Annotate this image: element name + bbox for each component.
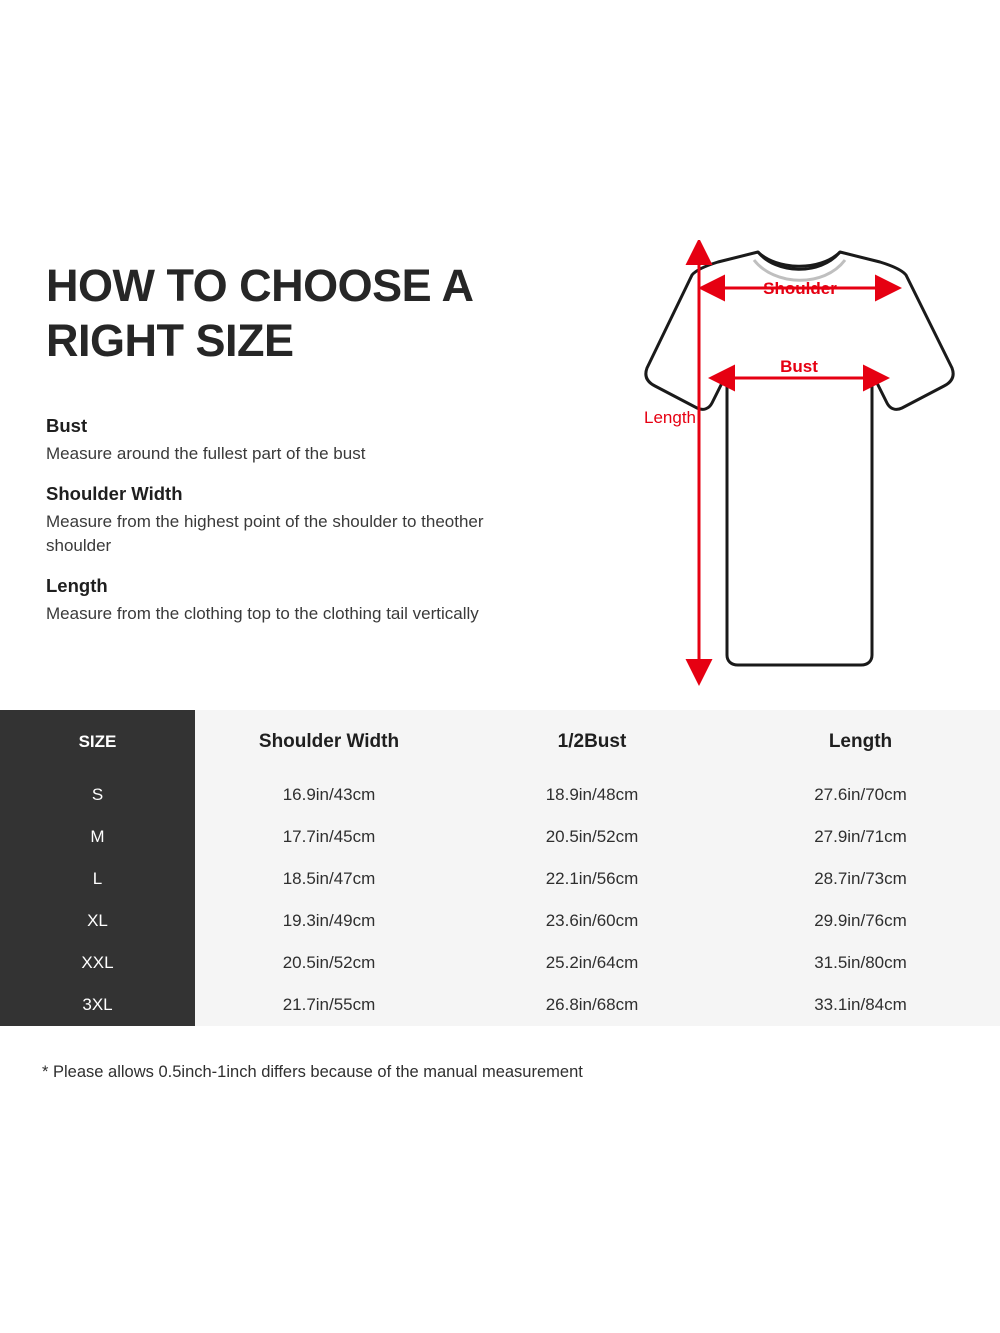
cell-shoulder-width: 21.7in/55cm: [195, 984, 463, 1026]
page-title: HOW TO CHOOSE A RIGHT SIZE: [46, 260, 472, 367]
cell-size: XXL: [0, 942, 195, 984]
cell-size: 3XL: [0, 984, 195, 1026]
column-header-length: Length: [721, 710, 1000, 774]
cell-size: S: [0, 774, 195, 816]
column-header-shoulder-width: Shoulder Width: [195, 710, 463, 774]
column-header-size: SIZE: [0, 710, 195, 774]
cell-half-bust: 22.1in/56cm: [463, 858, 721, 900]
bust-label: Bust: [780, 357, 818, 376]
definition-term: Shoulder Width: [46, 483, 183, 505]
cell-size: XL: [0, 900, 195, 942]
tshirt-diagram: [500, 240, 980, 690]
cell-shoulder-width: 18.5in/47cm: [195, 858, 463, 900]
table-row: [0, 816, 1000, 858]
cell-length: 29.9in/76cm: [721, 900, 1000, 942]
size-table: [0, 710, 1000, 1026]
measurement-footnote: * Please allows 0.5inch-1inch differs because of the manual measurement: [42, 1063, 583, 1081]
cell-half-bust: 18.9in/48cm: [463, 774, 721, 816]
cell-size: L: [0, 858, 195, 900]
definition-description: Measure from the clothing top to the clothing tail vertically: [46, 604, 479, 624]
table-row: [0, 858, 1000, 900]
definition-list: [46, 415, 516, 626]
definition-length: [46, 575, 516, 625]
table-row: [0, 942, 1000, 984]
cell-length: 27.9in/71cm: [721, 816, 1000, 858]
cell-shoulder-width: 17.7in/45cm: [195, 816, 463, 858]
definition-term: Bust: [46, 415, 88, 436]
table-row: [0, 984, 1000, 1026]
cell-length: 33.1in/84cm: [721, 984, 1000, 1026]
cell-shoulder-width: 19.3in/49cm: [195, 900, 463, 942]
table-row: [0, 900, 1000, 942]
cell-half-bust: 25.2in/64cm: [463, 942, 721, 984]
definition-bust: [46, 415, 516, 465]
cell-size: M: [0, 816, 195, 858]
cell-length: 31.5in/80cm: [721, 942, 1000, 984]
cell-shoulder-width: 20.5in/52cm: [195, 942, 463, 984]
definition-shoulder-width: [46, 483, 516, 557]
definition-description: Measure from the highest point of the shoulder to theother shoulder: [46, 512, 484, 555]
cell-half-bust: 26.8in/68cm: [463, 984, 721, 1026]
cell-half-bust: 20.5in/52cm: [463, 816, 721, 858]
cell-half-bust: 23.6in/60cm: [463, 900, 721, 942]
cell-length: 28.7in/73cm: [721, 858, 1000, 900]
tshirt-outline: [646, 252, 953, 665]
definition-description: Measure around the fullest part of the bust: [46, 444, 366, 463]
cell-shoulder-width: 16.9in/43cm: [195, 774, 463, 816]
definition-term: Length: [46, 575, 108, 597]
shoulder-label: Shoulder: [763, 279, 837, 298]
length-label: Length: [644, 408, 696, 427]
column-header-half-bust: 1/2Bust: [463, 710, 721, 774]
table-header-row: [0, 710, 1000, 774]
table-row: [0, 774, 1000, 816]
cell-length: 27.6in/70cm: [721, 774, 1000, 816]
